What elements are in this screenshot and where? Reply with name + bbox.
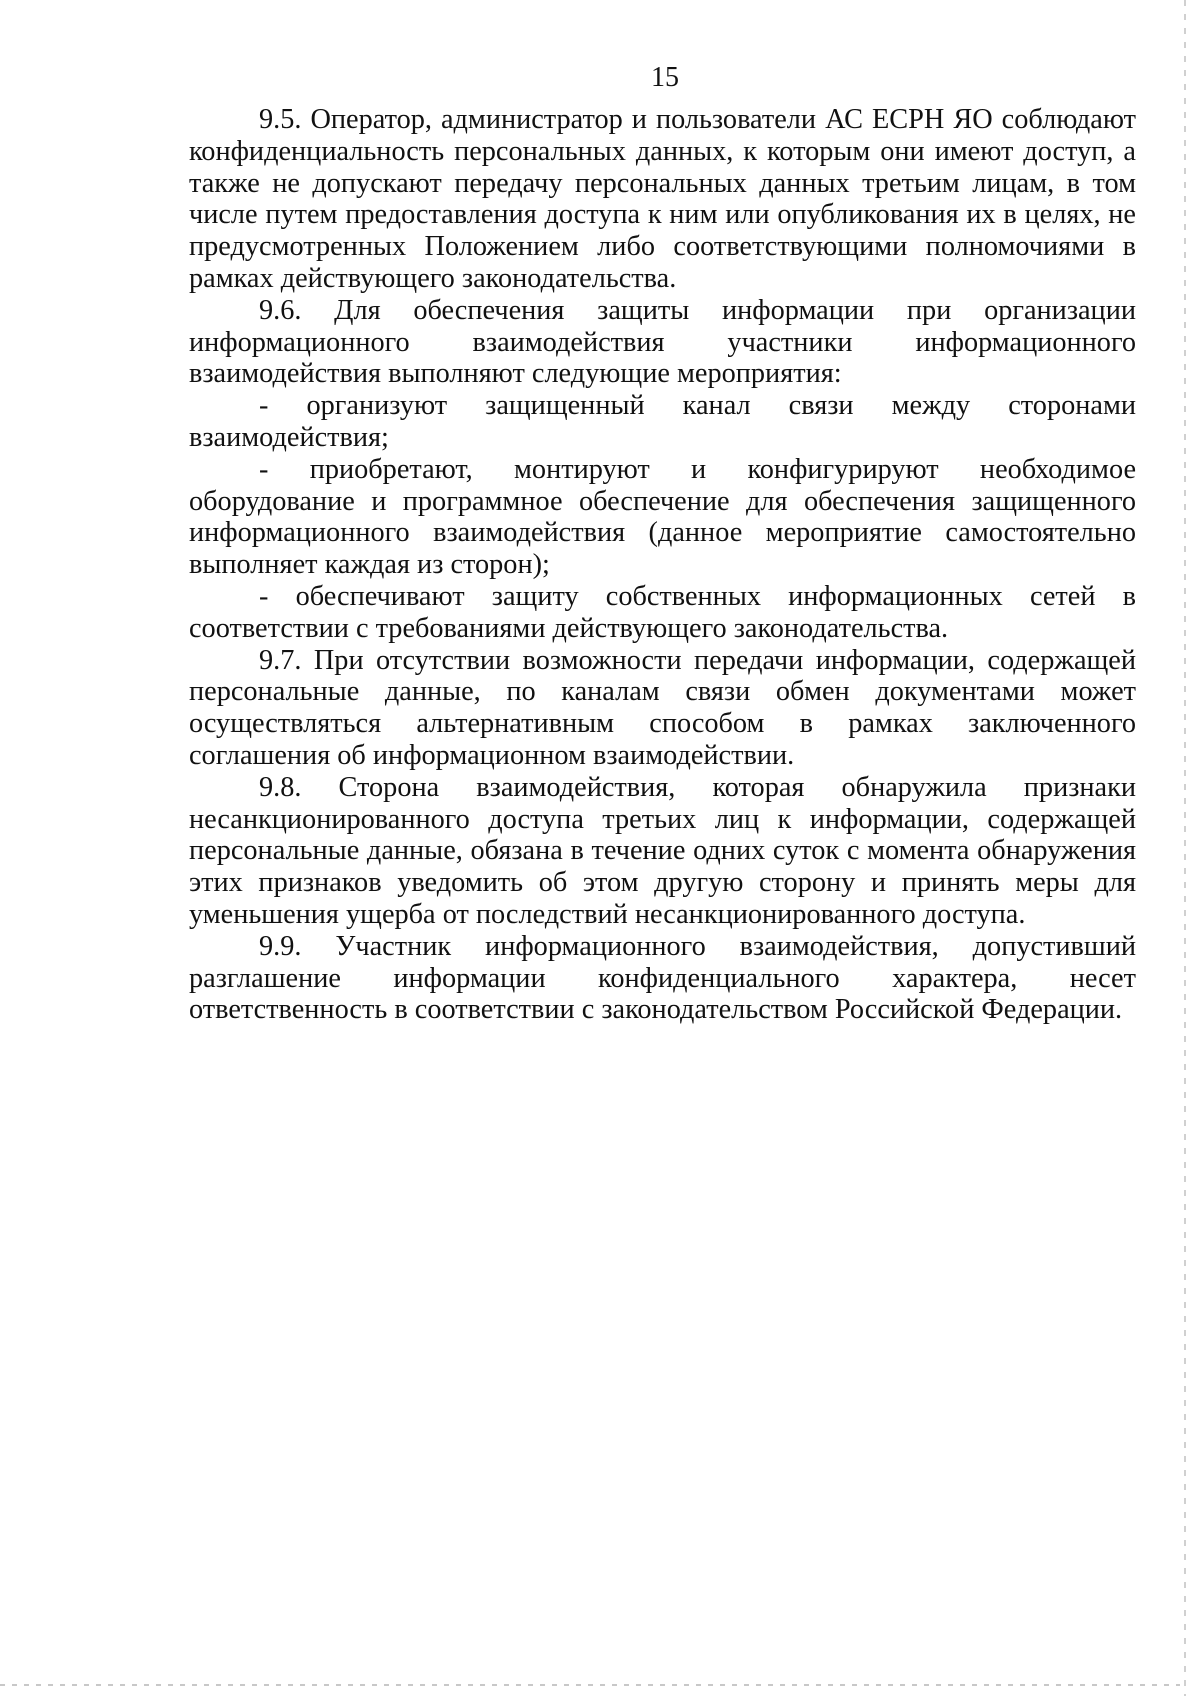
list-item-network-protection: - обеспечивают защиту собственных информационных сетей в соответствии с требованиями действующего законодательства. [189,580,1136,644]
paragraph-9-5: 9.5. Оператор, администратор и пользователи АС ЕСРН ЯО соблюдают конфиденциальность персональных данных, к которым они имеют доступ, а также не допускают передачу персональных данных третьим лицам, в том числе путем предоставления доступа к ним или опубликования их в целях, не предусмотренных Положением либо соответствующими полномочиями в рамках действующего законодательства. [189,104,1136,294]
paragraph-9-7: 9.7. При отсутствии возможности передачи информации, содержащей персональные данные, по каналам связи обмен документами может осуществляться альтернативным способом в рамках заключенного соглашения об информационном взаимодействии. [189,644,1136,771]
document-body [189,104,1136,1026]
scan-bottom-line [0,1684,1180,1686]
paragraph-9-8: 9.8. Сторона взаимодействия, которая обнаружила признаки несанкционированного доступа третьих лиц к информации, содержащей персональные данные, обязана в течение одних суток с момента обнаружения этих признаков уведомить об этом другую сторону и принять меры для уменьшения ущерба от последствий несанкционированного доступа. [189,771,1136,930]
paragraph-9-9: 9.9. Участник информационного взаимодействия, допустивший разглашение информации конфиденциального характера, несет ответственность в соответствии с законодательством Российской Федерации. [189,930,1136,1026]
scan-edge-line [1184,0,1186,1696]
paragraph-9-6: 9.6. Для обеспечения защиты информации при организации информационного взаимодействия участники информационного взаимодействия выполняют следующие мероприятия: [189,294,1136,390]
page-number: 15 [651,62,679,93]
list-item-secure-channel: - организуют защищенный канал связи между сторонами взаимодействия; [189,390,1136,453]
list-item-equipment: - приобретают, монтируют и конфигурируют необходимое оборудование и программное обеспечение для обеспечения защищенного информационного взаимодействия (данное мероприятие самостоятельно выполняет каждая из сторон); [189,453,1136,581]
